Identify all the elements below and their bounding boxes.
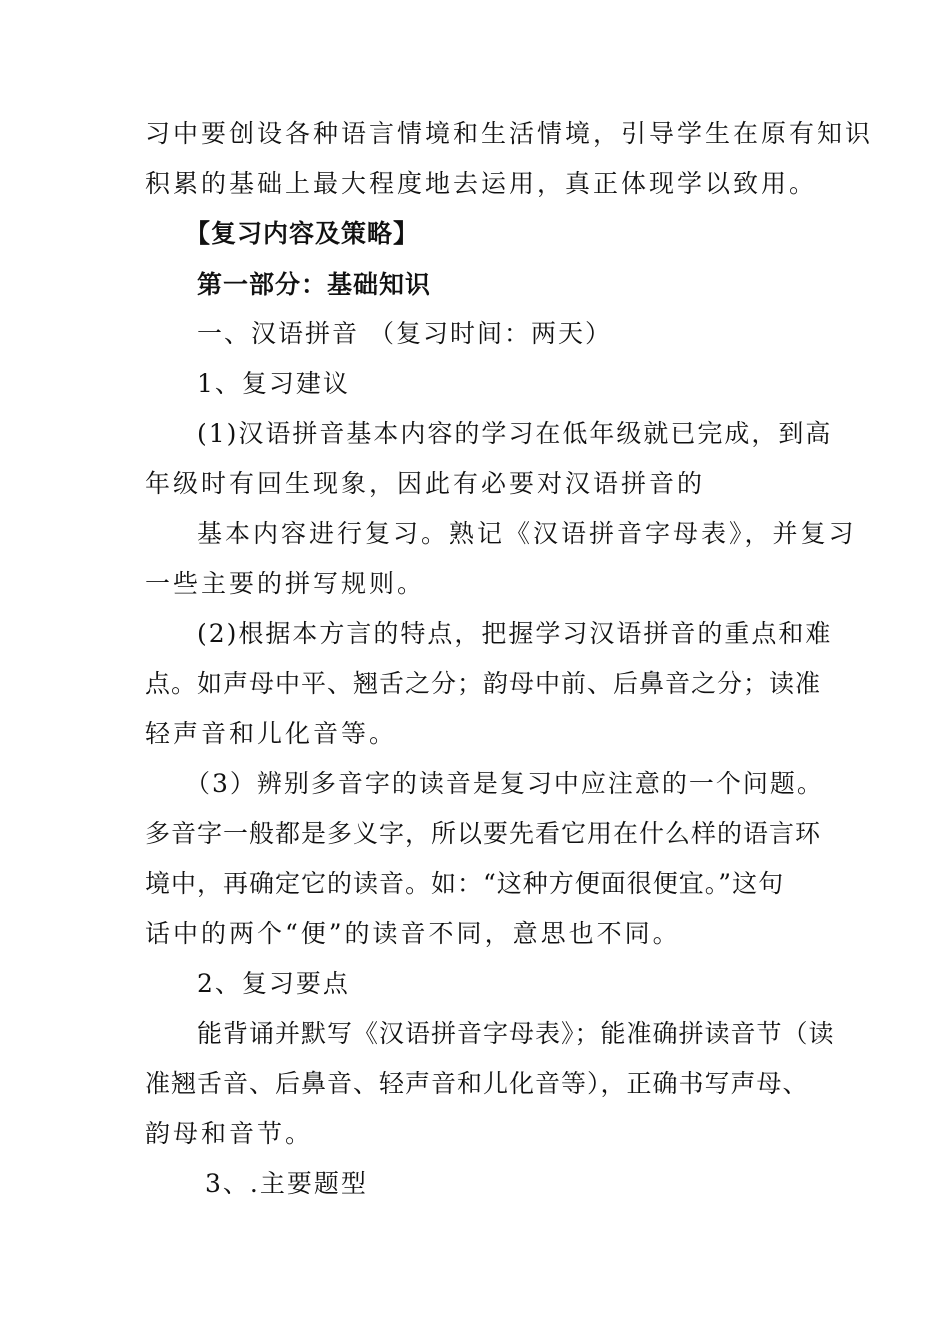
- item-heading: 2、复习要点: [197, 969, 350, 998]
- paragraph-line: (1)汉语拼音基本内容的学习在低年级就已完成，到高: [197, 419, 833, 448]
- paragraph-line: （3）辨别多音字的读音是复习中应注意的一个问题。: [185, 769, 824, 798]
- paragraph-line: 话中的两个“便”的读音不同，意思也不同。: [145, 919, 681, 948]
- paragraph-line: 轻声音和儿化音等。: [145, 719, 398, 748]
- paragraph-line: 点。如声母中平、翘舌之分；韵母中前、后鼻音之分；读准: [145, 669, 822, 698]
- paragraph-line: 韵母和音节。: [145, 1119, 314, 1148]
- paragraph-line: 年级时有回生现象，因此有必要对汉语拼音的: [145, 469, 706, 498]
- paragraph-line: 多音字一般都是多义字，所以要先看它用在什么样的语言环: [145, 819, 822, 848]
- paragraph-line: 积累的基础上最大程度地去运用，真正体现学以致用。: [145, 169, 818, 198]
- paragraph-line: 一些主要的拼写规则。: [145, 569, 426, 598]
- paragraph-line: 基本内容进行复习。熟记《汉语拼音字母表》，并复习: [197, 519, 857, 548]
- paragraph-line: 能背诵并默写《汉语拼音字母表》；能准确拼读音节（读: [197, 1019, 835, 1048]
- paragraph-line: 习中要创设各种语言情境和生活情境，引导学生在原有知识: [145, 119, 874, 148]
- paragraph-line: 准翘舌音、后鼻音、轻声音和儿化音等），正确书写声母、: [145, 1069, 809, 1098]
- item-heading: 3、.主要题型: [205, 1169, 368, 1198]
- paragraph-line: (2)根据本方言的特点，把握学习汉语拼音的重点和难: [197, 619, 833, 648]
- subsection-heading: 一、汉语拼音 （复习时间：两天）: [197, 319, 612, 348]
- part-heading: 第一部分：基础知识: [197, 270, 432, 299]
- paragraph-line: 境中，再确定它的读音。如：“这种方便面很便宜。”这句: [145, 869, 785, 898]
- section-heading: 【复习内容及策略】: [185, 219, 420, 248]
- item-heading: 1、复习建议: [197, 369, 350, 398]
